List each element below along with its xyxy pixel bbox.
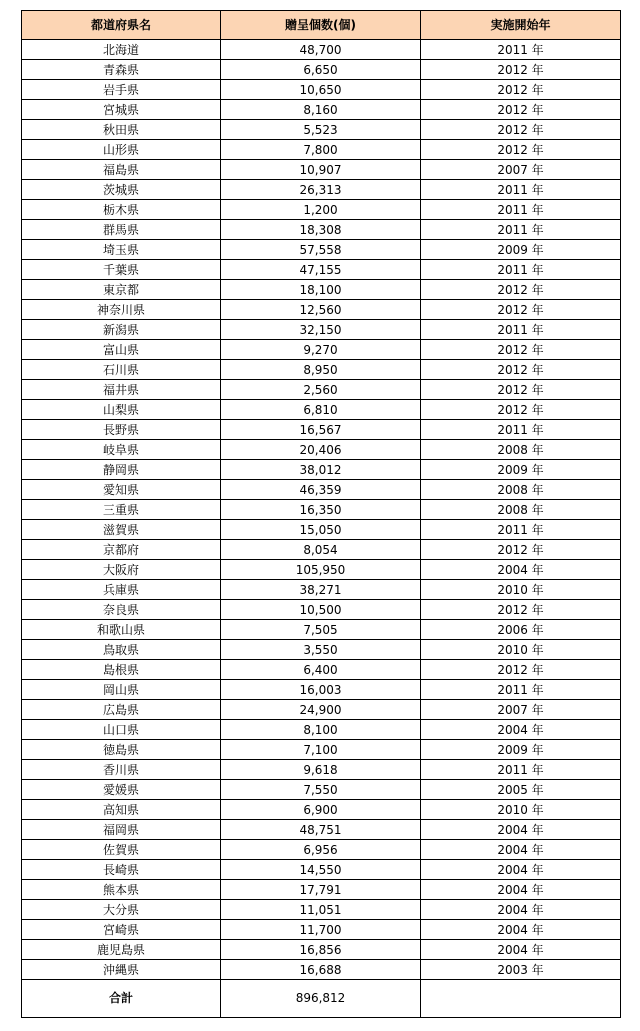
table-row [22,380,621,400]
cell-prefecture: 熊本県 [22,880,221,900]
cell-count: 2,560 [221,380,421,400]
table-row [22,260,621,280]
table-row [22,300,621,320]
table-row [22,400,621,420]
cell-prefecture: 兵庫県 [22,580,221,600]
table-row [22,580,621,600]
table-footer [22,980,621,1018]
cell-start-year: 2012 年 [421,280,621,300]
cell-count: 57,558 [221,240,421,260]
cell-count: 11,051 [221,900,421,920]
cell-start-year: 2004 年 [421,920,621,940]
cell-prefecture: 静岡県 [22,460,221,480]
cell-prefecture: 大阪府 [22,560,221,580]
cell-prefecture: 山形県 [22,140,221,160]
table-row [22,440,621,460]
cell-start-year: 2012 年 [421,340,621,360]
table-row [22,40,621,60]
cell-count: 3,550 [221,640,421,660]
cell-count: 24,900 [221,700,421,720]
cell-prefecture: 徳島県 [22,740,221,760]
cell-start-year: 2011 年 [421,260,621,280]
cell-prefecture: 新潟県 [22,320,221,340]
cell-count: 15,050 [221,520,421,540]
cell-start-year: 2009 年 [421,240,621,260]
cell-count: 8,100 [221,720,421,740]
cell-prefecture: 北海道 [22,40,221,60]
cell-start-year: 2012 年 [421,360,621,380]
cell-prefecture: 沖縄県 [22,960,221,980]
table-row [22,280,621,300]
table-row [22,560,621,580]
cell-count: 6,956 [221,840,421,860]
cell-start-year: 2011 年 [421,520,621,540]
cell-count: 7,550 [221,780,421,800]
cell-count: 7,505 [221,620,421,640]
cell-prefecture: 宮崎県 [22,920,221,940]
cell-prefecture: 山梨県 [22,400,221,420]
cell-start-year: 2010 年 [421,640,621,660]
table-body [22,40,621,980]
table-row [22,240,621,260]
cell-start-year: 2004 年 [421,880,621,900]
cell-prefecture: 愛媛県 [22,780,221,800]
cell-count: 7,100 [221,740,421,760]
table-row [22,640,621,660]
prefecture-table [21,10,621,1018]
cell-prefecture: 群馬県 [22,220,221,240]
header-row [22,11,621,40]
cell-prefecture: 岡山県 [22,680,221,700]
table-row [22,780,621,800]
cell-count: 32,150 [221,320,421,340]
table-row [22,940,621,960]
cell-start-year: 2011 年 [421,320,621,340]
cell-count: 16,003 [221,680,421,700]
cell-count: 20,406 [221,440,421,460]
cell-count: 12,560 [221,300,421,320]
cell-count: 6,810 [221,400,421,420]
cell-count: 38,271 [221,580,421,600]
cell-start-year: 2003 年 [421,960,621,980]
table-row [22,540,621,560]
table-row [22,840,621,860]
table-row [22,460,621,480]
cell-prefecture: 愛知県 [22,480,221,500]
cell-prefecture: 福岡県 [22,820,221,840]
table-row [22,740,621,760]
cell-start-year: 2006 年 [421,620,621,640]
prefecture-table-container [21,10,620,1018]
cell-start-year: 2011 年 [421,180,621,200]
cell-prefecture: 宮城県 [22,100,221,120]
table-row [22,680,621,700]
cell-count: 5,523 [221,120,421,140]
cell-count: 9,270 [221,340,421,360]
cell-count: 38,012 [221,460,421,480]
cell-count: 9,618 [221,760,421,780]
cell-start-year: 2011 年 [421,40,621,60]
total-year [421,980,621,1018]
table-row [22,480,621,500]
cell-count: 1,200 [221,200,421,220]
cell-start-year: 2010 年 [421,580,621,600]
cell-prefecture: 埼玉県 [22,240,221,260]
cell-prefecture: 鹿児島県 [22,940,221,960]
table-row [22,520,621,540]
cell-start-year: 2011 年 [421,420,621,440]
cell-count: 46,359 [221,480,421,500]
table-row [22,120,621,140]
cell-prefecture: 福井県 [22,380,221,400]
cell-count: 8,054 [221,540,421,560]
total-count: 896,812 [221,980,421,1018]
cell-prefecture: 香川県 [22,760,221,780]
cell-start-year: 2004 年 [421,720,621,740]
cell-start-year: 2012 年 [421,100,621,120]
cell-start-year: 2012 年 [421,80,621,100]
cell-prefecture: 栃木県 [22,200,221,220]
total-row [22,980,621,1018]
cell-prefecture: 石川県 [22,360,221,380]
table-row [22,820,621,840]
table-row [22,920,621,940]
table-row [22,960,621,980]
cell-prefecture: 秋田県 [22,120,221,140]
table-row [22,720,621,740]
cell-start-year: 2012 年 [421,400,621,420]
cell-prefecture: 広島県 [22,700,221,720]
table-row [22,340,621,360]
cell-start-year: 2012 年 [421,140,621,160]
cell-count: 48,700 [221,40,421,60]
table-row [22,360,621,380]
cell-prefecture: 長崎県 [22,860,221,880]
cell-count: 10,907 [221,160,421,180]
cell-prefecture: 福島県 [22,160,221,180]
cell-count: 11,700 [221,920,421,940]
cell-count: 7,800 [221,140,421,160]
cell-start-year: 2007 年 [421,700,621,720]
cell-start-year: 2004 年 [421,940,621,960]
table-row [22,140,621,160]
cell-count: 47,155 [221,260,421,280]
cell-start-year: 2012 年 [421,540,621,560]
cell-prefecture: 島根県 [22,660,221,680]
cell-start-year: 2012 年 [421,660,621,680]
table-row [22,180,621,200]
cell-prefecture: 茨城県 [22,180,221,200]
cell-prefecture: 三重県 [22,500,221,520]
cell-count: 26,313 [221,180,421,200]
cell-prefecture: 岐阜県 [22,440,221,460]
cell-prefecture: 富山県 [22,340,221,360]
cell-start-year: 2004 年 [421,820,621,840]
cell-prefecture: 岩手県 [22,80,221,100]
cell-count: 48,751 [221,820,421,840]
table-row [22,420,621,440]
table-row [22,900,621,920]
cell-start-year: 2011 年 [421,760,621,780]
cell-count: 8,950 [221,360,421,380]
cell-start-year: 2009 年 [421,460,621,480]
cell-prefecture: 滋賀県 [22,520,221,540]
cell-start-year: 2012 年 [421,300,621,320]
table-row [22,200,621,220]
cell-start-year: 2011 年 [421,200,621,220]
table-row [22,760,621,780]
header-start-year: 実施開始年 [421,11,621,40]
cell-prefecture: 鳥取県 [22,640,221,660]
table-row [22,800,621,820]
cell-count: 17,791 [221,880,421,900]
cell-count: 6,650 [221,60,421,80]
cell-prefecture: 千葉県 [22,260,221,280]
cell-start-year: 2004 年 [421,840,621,860]
cell-count: 16,567 [221,420,421,440]
cell-prefecture: 和歌山県 [22,620,221,640]
cell-start-year: 2012 年 [421,380,621,400]
table-row [22,220,621,240]
cell-start-year: 2008 年 [421,440,621,460]
table-row [22,160,621,180]
cell-start-year: 2009 年 [421,740,621,760]
table-row [22,620,621,640]
header-count: 贈呈個数(個) [221,11,421,40]
cell-count: 10,500 [221,600,421,620]
cell-prefecture: 奈良県 [22,600,221,620]
cell-start-year: 2005 年 [421,780,621,800]
table-row [22,500,621,520]
cell-start-year: 2008 年 [421,500,621,520]
cell-start-year: 2004 年 [421,900,621,920]
cell-count: 8,160 [221,100,421,120]
table-row [22,600,621,620]
cell-count: 6,400 [221,660,421,680]
table-row [22,320,621,340]
cell-start-year: 2011 年 [421,220,621,240]
table-row [22,60,621,80]
cell-prefecture: 京都府 [22,540,221,560]
table-header [22,11,621,40]
cell-prefecture: 長野県 [22,420,221,440]
cell-start-year: 2004 年 [421,860,621,880]
cell-count: 16,350 [221,500,421,520]
cell-count: 10,650 [221,80,421,100]
header-prefecture: 都道府県名 [22,11,221,40]
cell-count: 6,900 [221,800,421,820]
table-row [22,860,621,880]
cell-count: 18,100 [221,280,421,300]
cell-start-year: 2012 年 [421,600,621,620]
cell-prefecture: 東京都 [22,280,221,300]
table-row [22,100,621,120]
total-label: 合計 [22,980,221,1018]
cell-start-year: 2012 年 [421,120,621,140]
table-row [22,660,621,680]
cell-prefecture: 山口県 [22,720,221,740]
cell-prefecture: 神奈川県 [22,300,221,320]
cell-count: 16,688 [221,960,421,980]
cell-start-year: 2007 年 [421,160,621,180]
cell-start-year: 2011 年 [421,680,621,700]
cell-start-year: 2012 年 [421,60,621,80]
cell-prefecture: 大分県 [22,900,221,920]
cell-prefecture: 高知県 [22,800,221,820]
cell-prefecture: 佐賀県 [22,840,221,860]
table-row [22,80,621,100]
cell-count: 105,950 [221,560,421,580]
cell-count: 16,856 [221,940,421,960]
table-row [22,880,621,900]
cell-start-year: 2004 年 [421,560,621,580]
cell-start-year: 2010 年 [421,800,621,820]
cell-count: 14,550 [221,860,421,880]
table-row [22,700,621,720]
cell-start-year: 2008 年 [421,480,621,500]
cell-prefecture: 青森県 [22,60,221,80]
cell-count: 18,308 [221,220,421,240]
